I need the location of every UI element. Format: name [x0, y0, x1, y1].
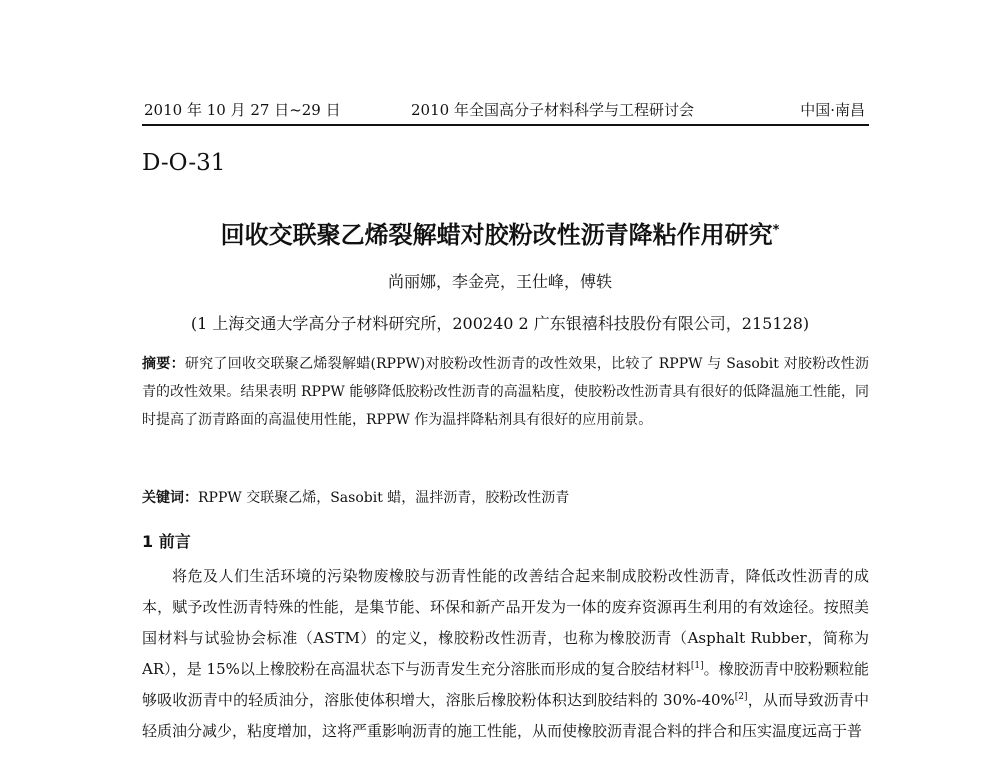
affiliation: (1 上海交通大学高分子材料研究所，200240 2 广东银禧科技股份有限公司，215128): [190, 314, 810, 333]
body-part-2: 。橡胶沥青中胶粉颗粒能够吸收沥青中的轻质油分，溶胀使体积增大，溶胀后橡胶粉体积达到胶结料的 30%-40%: [142, 660, 869, 709]
body-part-1: 将危及人们生活环境的污染物废橡胶与沥青性能的改善结合起来制成胶粉改性沥青，降低改性沥青的成本，赋予改性沥青特殊的性能，是集节能、环保和新产品开发为一体的废弃资源再生利用的有效途径。按照美国材料与试验协会标准（ASTM）的定义，橡胶粉改性沥青，也称为橡胶沥青（Asphalt Rubber，简称为 AR），是 15%以上橡胶粉在高温状态下与沥青发生充分溶胀而形成的复合胶结材料: [142, 567, 869, 678]
header-location: 中国·南昌: [800, 101, 865, 119]
keywords-text: RPPW 交联聚乙烯，Sasobit 蜡，温拌沥青，胶粉改性沥青: [198, 490, 570, 506]
header-conference: 2010 年全国高分子材料科学与工程研讨会: [411, 101, 694, 119]
abstract-text: 研究了回收交联聚乙烯裂解蜡(RPPW)对胶粉改性沥青的改性效果，比较了 RPPW 与 Sasobit 对胶粉改性沥青的改性效果。结果表明 RPPW 能够降低胶粉改性沥青的高温粘度，使胶粉改性沥青具有很好的低降温施工性能，同时提高了沥青路面的高温使用性能，RPPW 作为温拌降粘剂具有很好的应用前景。: [142, 356, 870, 428]
paper-id: D-O-31: [142, 150, 226, 176]
section-heading: 1 前言: [142, 532, 191, 551]
header-date: 2010 年 10 月 27 日~29 日: [144, 101, 341, 119]
title-footnote-mark: *: [772, 223, 780, 238]
running-header: [142, 98, 869, 126]
keywords: [142, 484, 869, 512]
section-body: [142, 561, 869, 760]
citation-ref: [2]: [734, 692, 748, 702]
paper-title: 回收交联聚乙烯裂解蜡对胶粉改性沥青降粘作用研究: [220, 221, 773, 249]
keywords-label: 关键词：: [142, 490, 198, 506]
abstract: [142, 350, 869, 434]
body-part-3: ，从而导致沥青中轻质油分减少，粘度增加，这将严重影响沥青的施工性能，从而使橡胶沥青混合料的拌合和压实温度远高于普: [142, 691, 869, 740]
authors: 尚丽娜，李金亮，王仕峰，傅轶: [387, 272, 612, 291]
citation-ref: [1]: [690, 661, 704, 671]
paper-title-block: [0, 214, 1000, 252]
abstract-label: 摘要：: [142, 356, 185, 372]
